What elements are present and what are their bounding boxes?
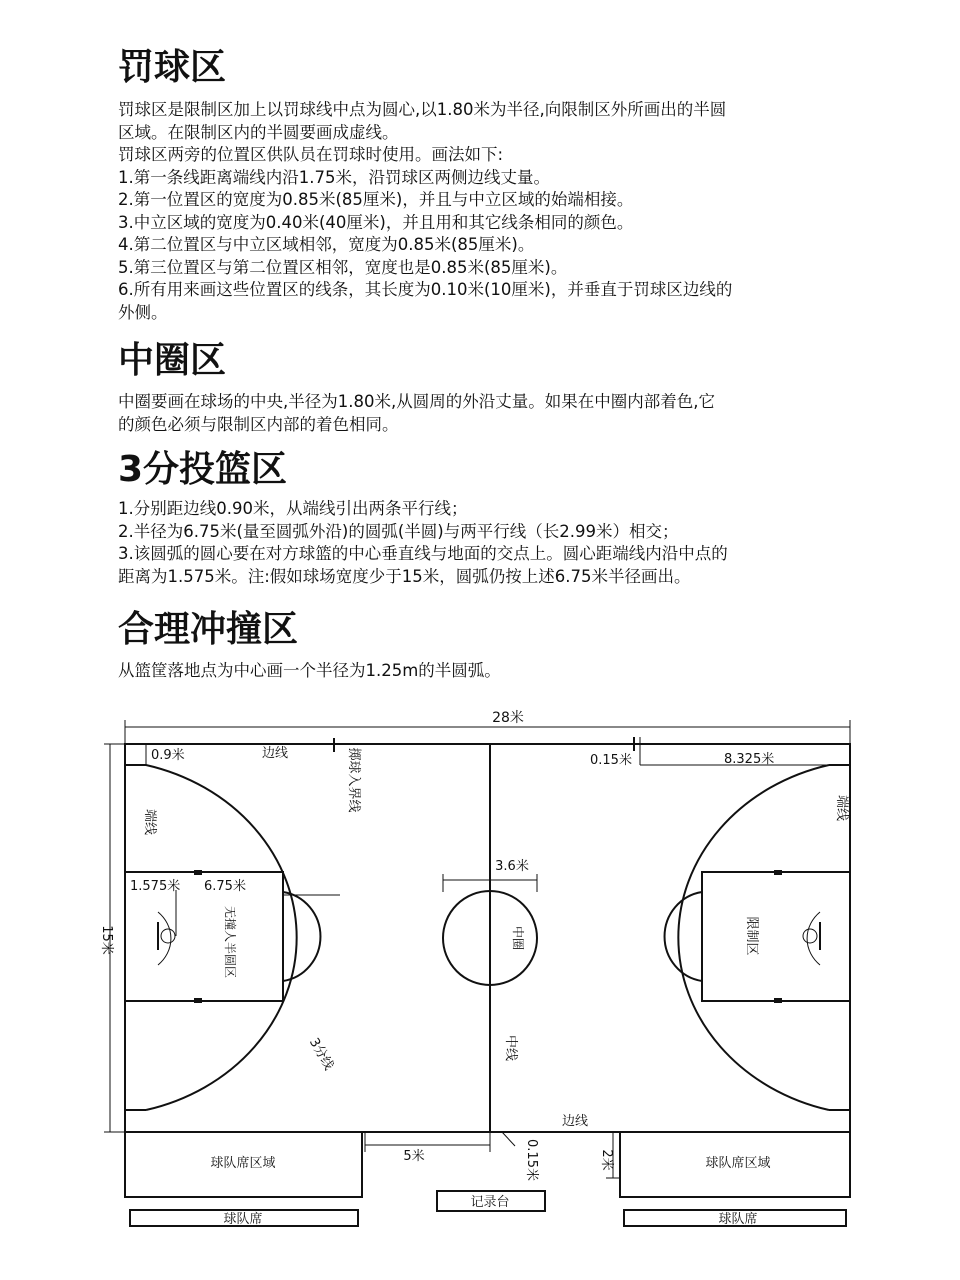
no-charge-arc-left [158, 912, 171, 965]
offset-pointer [502, 1132, 515, 1146]
section-title-no-charge: 合理冲撞区 [118, 609, 299, 650]
no-charge-area-label: 无撞人半圆区 [223, 905, 237, 979]
throw-in-line-label: 掷球入界线 [346, 747, 361, 813]
endline-right-label: 端线 [834, 794, 849, 822]
text-line: 5.第三位置区与第二位置区相邻，宽度也是0.85米(85厘米)。 [118, 257, 568, 277]
sideline-top-label: 边线 [262, 746, 289, 761]
free-throw-semicircle-right [665, 892, 702, 981]
section-title-center-circle: 中圈区 [118, 340, 227, 381]
text-line: 2.第一位置区的宽度为0.85米(85厘米)，并且与中立区域的始端相接。 [118, 190, 634, 209]
team-seats-left-label: 球队席 [223, 1212, 263, 1227]
offset-bottom-label: 0.15米 [524, 1139, 539, 1181]
free-throw-semicircle-left [283, 892, 320, 981]
lane-mark [774, 870, 782, 875]
basket-left [161, 929, 175, 943]
text-line: 罚球区是限制区加上以罚球线中点为圆心,以1.80米为半径,向限制区外所画出的半圆 [118, 100, 727, 119]
text-line: 1.分别距边线0.90米，从端线引出两条平行线； [118, 499, 468, 518]
section-title-free-throw: 罚球区 [118, 47, 227, 88]
section-body-no-charge [118, 660, 848, 683]
basket-right [803, 929, 817, 943]
basketball-court-diagram [0, 700, 960, 1260]
text-line: 外侧。 [118, 302, 168, 322]
text-line: 2.半径为6.75米(量至圆弧外沿)的圆弧(半圆)与两平行线（长2.99米）相交； [118, 521, 679, 541]
text-line: 中圈要画在球场的中央,半径为1.80米,从圆周的外沿丈量。如果在中圈内部着色,它 [118, 392, 715, 411]
text-line: 从篮筐落地点为中心画一个半径为1.25m的半圆弧。 [118, 661, 501, 680]
team-bench-left-label: 球队席区域 [210, 1156, 276, 1171]
section-body-center-circle [118, 391, 848, 436]
text-line: 3.该圆弧的圆心要在对方球篮的中心垂直线与地面的交点上。圆心距端线内沿中点的 [118, 544, 728, 563]
text-line: 区域。在限制区内的半圆要画成虚线。 [118, 122, 399, 142]
section-title-three-point: 3分投篮区 [118, 449, 288, 490]
basket-distance-label: 1.575米 [130, 879, 181, 894]
text-line: 4.第二位置区与中立区域相邻，宽度为0.85米(85厘米)。 [118, 235, 535, 254]
no-charge-arc-right [807, 912, 820, 965]
three-point-arc-left [146, 765, 297, 1110]
center-line-label: 中线 [503, 1034, 518, 1062]
three-point-offset-label: 0.9米 [151, 748, 185, 763]
center-circle-text: 中圈 [511, 925, 525, 951]
text-line: 罚球区两旁的位置区供队员在罚球时使用。画法如下: [118, 145, 504, 164]
lane-mark [194, 998, 202, 1003]
section-body-three-point [118, 498, 848, 588]
substitution-distance-label: 5米 [403, 1149, 425, 1164]
three-point-radius-label: 6.75米 [204, 879, 246, 894]
lane-mark [774, 998, 782, 1003]
length-label: 28米 [492, 710, 524, 726]
offset-top-label: 0.15米 [590, 753, 632, 768]
arc-distance-label: 8.325米 [724, 752, 775, 767]
text-line: 3.中立区域的宽度为0.40米(40厘米)，并且用和其它线条相同的颜色。 [118, 212, 634, 232]
three-point-line-label: 3分线 [305, 1035, 337, 1073]
width-label: 15米 [99, 925, 114, 955]
center-circle-diameter-label: 3.6米 [495, 859, 529, 874]
text-line: 6.所有用来画这些位置区的线条，其长度为0.10米(10厘米)，并垂直于罚球区边线的 [118, 280, 733, 299]
sideline-bottom-label: 边线 [561, 1114, 589, 1129]
team-bench-right-label: 球队席区域 [705, 1156, 771, 1171]
text-line: 距离为1.575米。注:假如球场宽度少于15米，圆弧仍按上述6.75米半径画出。 [118, 566, 691, 586]
scorer-table-label: 记录台 [470, 1195, 510, 1210]
text-line: 的颜色必须与限制区内部的着色相同。 [118, 414, 399, 434]
team-seats-right-label: 球队席 [718, 1212, 758, 1227]
restricted-area-label: 限制区 [744, 916, 759, 956]
section-body-free-throw [118, 99, 848, 324]
text-line: 1.第一条线距离端线内沿1.75米，沿罚球区两侧边线丈量。 [118, 167, 550, 187]
lane-mark [194, 870, 202, 875]
restricted-area-right [702, 872, 850, 1001]
table-distance-label: 2米 [599, 1149, 614, 1171]
endline-left-label: 端线 [142, 808, 157, 836]
